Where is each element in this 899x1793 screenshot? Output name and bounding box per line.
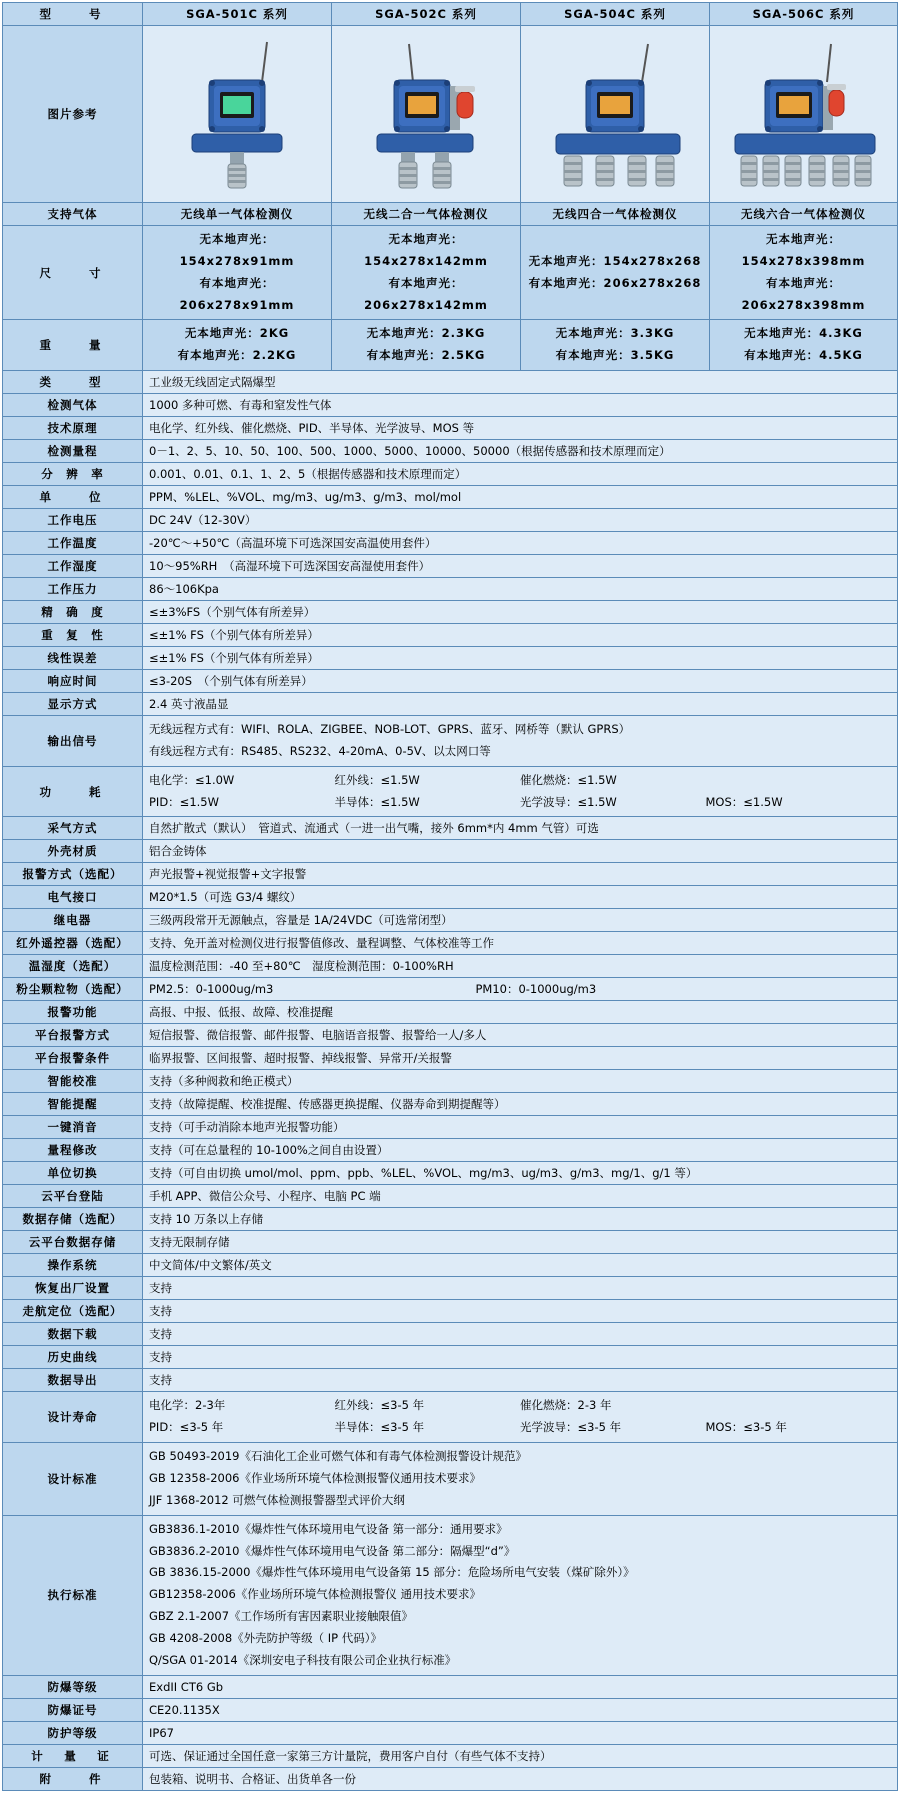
table-row-support-gas [3, 203, 898, 226]
row-label-sampling: 采气方式 [3, 817, 143, 840]
value-ir-remote: 支持、免开盖对检测仪进行报警值修改、量程调整、气体校准等工作 [143, 932, 898, 955]
size-1-line1: 无本地声光：154x278x91mm [179, 232, 295, 268]
size-1-line2: 有本地声光：206x278x91mm [179, 275, 295, 312]
power-electrochemical: 电化学：≤1.0W [149, 772, 235, 787]
table-row-history-curve [3, 1346, 898, 1369]
table-row-exec-standard [3, 1515, 898, 1675]
support-gas-3: 无线四合一气体检测仪 [521, 203, 710, 226]
life-mos: MOS：≤3-5 年 [705, 1420, 787, 1435]
row-label-temperature: 工作温度 [3, 532, 143, 555]
table-row-model [3, 3, 898, 26]
row-label-output: 输出信号 [3, 716, 143, 767]
value-alarm-function: 高报、中报、低报、故障、校准提醒 [143, 1001, 898, 1024]
value-alarm-mode: 声光报警+视觉报警+文字报警 [143, 863, 898, 886]
row-label-support-gas: 支持气体 [3, 203, 143, 226]
value-sampling: 自然扩散式（默认） 管道式、流通式（一进一出气嘴，接外 6mm*内 4mm 气管）可选 [143, 817, 898, 840]
value-category: 工业级无线固定式隔爆型 [143, 371, 898, 394]
value-tech-principle: 电化学、红外线、催化燃烧、PID、半导体、光学波导、MOS 等 [143, 417, 898, 440]
table-row-response [3, 670, 898, 693]
value-data-store: 支持 10 万条以上存储 [143, 1208, 898, 1231]
row-label-detect-gas: 检测气体 [3, 394, 143, 417]
value-resolution: 0.001、0.01、0.1、1、2、5（根据传感器和技术原理而定） [143, 463, 898, 486]
weight-2 [332, 320, 521, 371]
row-label-data-download: 数据下载 [3, 1323, 143, 1346]
size-3-line2: 有本地声光：206x278x268 [528, 275, 702, 290]
table-row-relay [3, 909, 898, 932]
table-row-alarm-mode [3, 863, 898, 886]
gas-detector-single-icon [145, 30, 329, 198]
table-row-size [3, 226, 898, 320]
design-standard-item: JJF 1368-2012 可燃气体检测报警器型式评价大纲 [149, 1492, 405, 1507]
table-row-design-standard [3, 1443, 898, 1516]
table-row-voltage [3, 509, 898, 532]
value-unit-switch: 支持（可自由切换 umol/mol、ppm、ppb、%LEL、%VOL、mg/m3、ug/m3、g/m3、mg/1、g/1 等） [143, 1162, 898, 1185]
table-row-smart-cal [3, 1070, 898, 1093]
support-gas-2: 无线二合一气体检测仪 [332, 203, 521, 226]
row-label-size: 尺 寸 [3, 226, 143, 320]
value-os: 中文简体/中文繁体/英文 [143, 1254, 898, 1277]
row-label-gps: 走航定位（选配） [3, 1300, 143, 1323]
value-dust [143, 978, 898, 1001]
table-row-ex-grade [3, 1675, 898, 1698]
size-1 [143, 226, 332, 320]
row-label-exec-standard: 执行标准 [3, 1515, 143, 1675]
row-label-linearity: 线性误差 [3, 647, 143, 670]
size-3 [521, 226, 710, 320]
size-4 [710, 226, 898, 320]
exec-standard-item: GB3836.2-2010《爆炸性气体环境用电气设备 第二部分：隔爆型“d”》 [149, 1543, 516, 1558]
size-4-line2: 有本地声光：206x278x398mm [741, 275, 866, 312]
row-label-accessories: 附 件 [3, 1767, 143, 1790]
table-row-sampling [3, 817, 898, 840]
table-row-gps [3, 1300, 898, 1323]
size-3-line1: 无本地声光：154x278x268 [528, 253, 702, 268]
value-power [143, 766, 898, 817]
value-history-curve: 支持 [143, 1346, 898, 1369]
row-label-shell: 外壳材质 [3, 840, 143, 863]
value-response: ≤3-20S （个别气体有所差异） [143, 670, 898, 693]
row-label-range-modify: 量程修改 [3, 1139, 143, 1162]
table-row-tech-principle [3, 417, 898, 440]
table-row-accuracy [3, 601, 898, 624]
table-row-ip-grade [3, 1721, 898, 1744]
table-row-unit-switch [3, 1162, 898, 1185]
power-pid: PID：≤1.5W [149, 794, 219, 809]
weight-1-line1: 无本地声光：2KG [184, 326, 290, 341]
value-one-key-mute: 支持（可手动消除本地声光报警功能） [143, 1116, 898, 1139]
value-smart-cal: 支持（多种阀救和绝正模式） [143, 1070, 898, 1093]
weight-3-line2: 有本地声光：3.5KG [555, 348, 675, 363]
row-label-history-curve: 历史曲线 [3, 1346, 143, 1369]
weight-4-line1: 无本地声光：4.3KG [744, 326, 863, 341]
table-row-category [3, 371, 898, 394]
exec-standard-item: Q/SGA 01-2014《深圳安电子科技有限公司企业执行标准》 [149, 1652, 457, 1667]
row-label-relay: 继电器 [3, 909, 143, 932]
value-ip-grade: IP67 [143, 1721, 898, 1744]
row-label-dust: 粉尘颗粒物（选配） [3, 978, 143, 1001]
value-metering-cert: 可选、保证通过全国任意一家第三方计量院，费用客户自付（有些气体不支持） [143, 1744, 898, 1767]
table-row-data-export [3, 1369, 898, 1392]
table-row-output [3, 716, 898, 767]
table-row-design-life [3, 1392, 898, 1443]
table-row-one-key-mute [3, 1116, 898, 1139]
table-row-detect-gas [3, 394, 898, 417]
row-label-ip-grade: 防护等级 [3, 1721, 143, 1744]
exec-standard-item: GB 4208-2008《外壳防护等级（ IP 代码）》 [149, 1630, 383, 1645]
value-output-line1: 无线远程方式有：WIFI、ROLA、ZIGBEE、NOB-LOT、GPRS、蓝牙、网桥等（默认 GPRS） [149, 722, 631, 737]
row-label-voltage: 工作电压 [3, 509, 143, 532]
row-label-accuracy: 精 确 度 [3, 601, 143, 624]
table-row-smart-remind [3, 1093, 898, 1116]
table-row-temp-humid [3, 955, 898, 978]
value-design-life [143, 1392, 898, 1443]
value-display: 2.4 英寸液晶显 [143, 693, 898, 716]
row-label-ex-grade: 防爆等级 [3, 1675, 143, 1698]
row-label-metering-cert: 计 量 证 [3, 1744, 143, 1767]
weight-3-line1: 无本地声光：3.3KG [555, 326, 675, 341]
gas-detector-hexa-icon [712, 30, 895, 198]
dust-pm25: PM2.5：0-1000ug/m3 [149, 982, 274, 997]
exec-standard-item: GB12358-2006《作业场所环境气体检测报警仪 通用技术要求》 [149, 1587, 481, 1602]
life-catalytic: 催化燃烧：2-3 年 [520, 1398, 612, 1413]
power-catalytic: 催化燃烧：≤1.5W [520, 772, 617, 787]
row-label-alarm-function: 报警功能 [3, 1001, 143, 1024]
row-label-category: 类 型 [3, 371, 143, 394]
model-3: SGA-504C 系列 [521, 3, 710, 26]
row-label-model: 型 号 [3, 3, 143, 26]
row-label-restore: 恢复出厂设置 [3, 1277, 143, 1300]
gas-detector-dual-icon [334, 30, 518, 198]
value-electric-port: M20*1.5（可选 G3/4 螺纹） [143, 886, 898, 909]
value-platform-alarm-mode: 短信报警、微信报警、邮件报警、电脑语音报警、报警给一人/多人 [143, 1024, 898, 1047]
exec-standard-item: GB 3836.15-2000《爆炸性气体环境用电气设备第 15 部分：危险场所电气安装（煤矿除外）》 [149, 1565, 635, 1580]
weight-3 [521, 320, 710, 371]
row-label-cloud-store: 云平台数据存储 [3, 1231, 143, 1254]
value-accessories: 包装箱、说明书、合格证、出货单各一份 [143, 1767, 898, 1790]
row-label-one-key-mute: 一键消音 [3, 1116, 143, 1139]
product-image-cell-4 [710, 26, 898, 203]
row-label-data-store: 数据存储（选配） [3, 1208, 143, 1231]
exec-standard-item: GBZ 2.1-2007《工作场所有害因素职业接触限值》 [149, 1609, 414, 1624]
table-row-electric-port [3, 886, 898, 909]
gas-detector-quad-icon [523, 30, 707, 198]
table-row-metering-cert [3, 1744, 898, 1767]
value-voltage: DC 24V（12-30V） [143, 509, 898, 532]
row-label-power: 功 耗 [3, 766, 143, 817]
table-row-ex-cert [3, 1698, 898, 1721]
specification-table [2, 2, 898, 1791]
weight-2-line1: 无本地声光：2.3KG [366, 326, 486, 341]
value-range: 0－1、2、5、10、50、100、500、1000、5000、10000、50000（根据传感器和技术原理而定） [143, 440, 898, 463]
value-gps: 支持 [143, 1300, 898, 1323]
row-label-display: 显示方式 [3, 693, 143, 716]
table-row-unit [3, 486, 898, 509]
value-data-export: 支持 [143, 1369, 898, 1392]
value-output-line2: 有线远程方式有：RS485、RS232、4-20mA、0-5V、以太网口等 [149, 743, 491, 758]
table-row-alarm-function [3, 1001, 898, 1024]
row-label-repeatability: 重 复 性 [3, 624, 143, 647]
value-ex-cert: CE20.1135X [143, 1698, 898, 1721]
table-row-cloud-store [3, 1231, 898, 1254]
row-label-temp-humid: 温湿度（选配） [3, 955, 143, 978]
weight-2-line2: 有本地声光：2.5KG [366, 348, 486, 363]
product-image-cell-1 [143, 26, 332, 203]
weight-1-line2: 有本地声光：2.2KG [177, 348, 297, 363]
row-label-platform-alarm-cond: 平台报警条件 [3, 1047, 143, 1070]
dust-pm10: PM10：0-1000ug/m3 [475, 982, 597, 997]
row-label-electric-port: 电气接口 [3, 886, 143, 909]
value-shell: 铝合金铸体 [143, 840, 898, 863]
life-semiconductor: 半导体：≤3-5 年 [334, 1420, 425, 1435]
power-infrared: 红外线：≤1.5W [334, 772, 420, 787]
weight-1 [143, 320, 332, 371]
table-row-data-download [3, 1323, 898, 1346]
row-label-tech-principle: 技术原理 [3, 417, 143, 440]
power-mos: MOS：≤1.5W [705, 794, 783, 809]
life-pid: PID：≤3-5 年 [149, 1420, 224, 1435]
value-design-standard [143, 1443, 898, 1516]
value-restore: 支持 [143, 1277, 898, 1300]
value-smart-remind: 支持（故障提醒、校准提醒、传感器更换提醒、仪器寿命到期提醒等） [143, 1093, 898, 1116]
model-1: SGA-501C 系列 [143, 3, 332, 26]
row-label-resolution: 分 辨 率 [3, 463, 143, 486]
life-infrared: 红外线：≤3-5 年 [334, 1398, 425, 1413]
row-label-os: 操作系统 [3, 1254, 143, 1277]
row-label-cloud-login: 云平台登陆 [3, 1185, 143, 1208]
value-pressure: 86～106Kpa [143, 578, 898, 601]
row-label-design-standard: 设计标准 [3, 1443, 143, 1516]
value-relay: 三级两段常开无源触点，容量是 1A/24VDC（可选常闭型） [143, 909, 898, 932]
value-linearity: ≤±1% FS（个别气体有所差异） [143, 647, 898, 670]
table-row-display [3, 693, 898, 716]
size-2 [332, 226, 521, 320]
size-2-line1: 无本地声光：154x278x142mm [364, 232, 488, 268]
row-label-design-life: 设计寿命 [3, 1392, 143, 1443]
table-row-shell [3, 840, 898, 863]
row-label-data-export: 数据导出 [3, 1369, 143, 1392]
size-2-line2: 有本地声光：206x278x142mm [364, 275, 488, 312]
row-label-unit-switch: 单位切换 [3, 1162, 143, 1185]
row-label-platform-alarm-mode: 平台报警方式 [3, 1024, 143, 1047]
value-cloud-store: 支持无限制存储 [143, 1231, 898, 1254]
row-label-pressure: 工作压力 [3, 578, 143, 601]
table-row-accessories [3, 1767, 898, 1790]
value-platform-alarm-cond: 临界报警、区间报警、超时报警、掉线报警、异常开/关报警 [143, 1047, 898, 1070]
row-label-image-ref: 图片参考 [3, 26, 143, 203]
product-image-cell-3 [521, 26, 710, 203]
row-label-ir-remote: 红外遥控器（选配） [3, 932, 143, 955]
table-row-image [3, 26, 898, 203]
table-row-platform-alarm-cond [3, 1047, 898, 1070]
value-cloud-login: 手机 APP、微信公众号、小程序、电脑 PC 端 [143, 1185, 898, 1208]
table-row-os [3, 1254, 898, 1277]
table-row-range [3, 440, 898, 463]
table-row-power [3, 766, 898, 817]
power-optical: 光学波导：≤1.5W [520, 794, 617, 809]
model-2: SGA-502C 系列 [332, 3, 521, 26]
value-ex-grade: ExdII CT6 Gb [143, 1675, 898, 1698]
row-label-alarm-mode: 报警方式（选配） [3, 863, 143, 886]
table-row-repeatability [3, 624, 898, 647]
power-semiconductor: 半导体：≤1.5W [334, 794, 420, 809]
table-row-pressure [3, 578, 898, 601]
row-label-unit: 单 位 [3, 486, 143, 509]
life-optical: 光学波导：≤3-5 年 [520, 1420, 622, 1435]
table-row-humidity [3, 555, 898, 578]
value-detect-gas: 1000 多种可燃、有毒和窒发性气体 [143, 394, 898, 417]
model-4: SGA-506C 系列 [710, 3, 898, 26]
value-accuracy: ≤±3%FS（个别气体有所差异） [143, 601, 898, 624]
row-label-ex-cert: 防爆证号 [3, 1698, 143, 1721]
table-row-data-store [3, 1208, 898, 1231]
exec-standard-item: GB3836.1-2010《爆炸性气体环境用电气设备 第一部分：通用要求》 [149, 1521, 508, 1536]
value-unit: PPM、%LEL、%VOL、mg/m3、ug/m3、g/m3、mol/mol [143, 486, 898, 509]
table-row-temperature [3, 532, 898, 555]
support-gas-1: 无线单一气体检测仪 [143, 203, 332, 226]
value-repeatability: ≤±1% FS（个别气体有所差异） [143, 624, 898, 647]
value-output [143, 716, 898, 767]
row-label-weight: 重 量 [3, 320, 143, 371]
value-data-download: 支持 [143, 1323, 898, 1346]
row-label-humidity: 工作湿度 [3, 555, 143, 578]
product-image-cell-2 [332, 26, 521, 203]
value-range-modify: 支持（可在总量程的 10-100%之间自由设置） [143, 1139, 898, 1162]
value-temp-humid: 温度检测范围：-40 至+80℃ 湿度检测范围：0-100%RH [143, 955, 898, 978]
table-row-weight [3, 320, 898, 371]
row-label-smart-cal: 智能校准 [3, 1070, 143, 1093]
design-standard-item: GB 12358-2006《作业场所环境气体检测报警仪通用技术要求》 [149, 1470, 481, 1485]
life-electrochemical: 电化学：2-3年 [149, 1398, 226, 1413]
value-temperature: -20℃～+50℃（高温环境下可选深国安高温使用套件） [143, 532, 898, 555]
size-4-line1: 无本地声光：154x278x398mm [741, 232, 866, 268]
table-row-cloud-login [3, 1185, 898, 1208]
support-gas-4: 无线六合一气体检测仪 [710, 203, 898, 226]
value-humidity: 10～95%RH （高湿环境下可选深国安高湿使用套件） [143, 555, 898, 578]
table-row-range-modify [3, 1139, 898, 1162]
table-row-dust [3, 978, 898, 1001]
table-row-ir-remote [3, 932, 898, 955]
row-label-range: 检测量程 [3, 440, 143, 463]
row-label-response: 响应时间 [3, 670, 143, 693]
weight-4 [710, 320, 898, 371]
table-row-linearity [3, 647, 898, 670]
row-label-smart-remind: 智能提醒 [3, 1093, 143, 1116]
table-row-resolution [3, 463, 898, 486]
table-row-restore [3, 1277, 898, 1300]
table-row-platform-alarm-mode [3, 1024, 898, 1047]
value-exec-standard [143, 1515, 898, 1675]
design-standard-item: GB 50493-2019《石油化工企业可燃气体和有毒气体检测报警设计规范》 [149, 1449, 527, 1464]
weight-4-line2: 有本地声光：4.5KG [744, 348, 863, 363]
